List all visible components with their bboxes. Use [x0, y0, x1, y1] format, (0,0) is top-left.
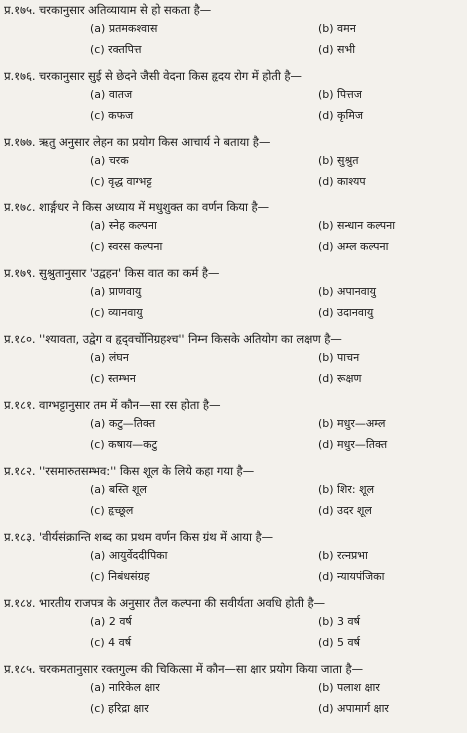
option-a: (a) नारिकेल क्षार	[90, 681, 160, 694]
question-item	[0, 265, 467, 330]
question-text: प्र.१८५. चरकमतानुसार रक्तगुल्म की चिकित्सा में कौन—सा क्षार प्रयोग किया जाता है—	[4, 662, 363, 676]
option-a: (a) आयुर्वेददीपिका	[90, 549, 168, 562]
question-item	[0, 68, 467, 133]
option-b: (b) पलाश क्षार	[318, 681, 380, 694]
question-item	[0, 134, 467, 199]
option-c: (c) 4 वर्ष	[90, 636, 132, 649]
question-text: प्र.१८१. वाग्भट्टानुसार तम में कौन—सा रस होता है—	[4, 398, 221, 412]
option-b: (b) पाचन	[318, 351, 360, 364]
option-c: (c) वृद्ध वाग्भट्ट	[90, 175, 152, 188]
question-item	[0, 331, 467, 396]
option-d: (d) अपामार्ग क्षार	[318, 702, 389, 715]
question-item	[0, 661, 467, 726]
question-text: प्र.१८२. ''रसमारुतसम्भव:'' किस शूल के लिये कहा गया है—	[4, 464, 255, 478]
question-text: प्र.१८०. ''श्यावता, उद्वेग व हृद्‌वर्चोनिग्रहश्च'' निम्न किसके अतियोग का लक्षण है—	[4, 332, 342, 346]
option-c: (c) स्वरस कल्पना	[90, 240, 163, 253]
option-b: (b) शिर: शूल	[318, 483, 375, 496]
option-c: (c) व्यानवायु	[90, 306, 143, 319]
option-c: (c) निबंधसंग्रह	[90, 570, 150, 583]
option-d: (d) उदानवायु	[318, 306, 374, 319]
question-text: प्र.१७७. ऋतु अनुसार लेहन का प्रयोग किस आचार्य ने बताया है—	[4, 135, 271, 149]
option-d: (d) अम्ल कल्पना	[318, 240, 389, 253]
question-text: प्र.१८४. भारतीय राजपत्र के अनुसार तैल कल्पना की सवीर्यता अवधि होती है—	[4, 596, 325, 610]
option-c: (c) स्तम्भन	[90, 372, 136, 385]
option-d: (d) मधुर—तिक्त	[318, 438, 388, 451]
option-b: (b) 3 वर्ष	[318, 615, 361, 628]
option-d: (d) सभी	[318, 43, 356, 56]
question-item	[0, 2, 467, 67]
option-a: (a) प्राणवायु	[90, 285, 142, 298]
question-item	[0, 397, 467, 462]
option-a: (a) 2 वर्ष	[90, 615, 132, 628]
option-b: (b) मधुर—अम्ल	[318, 417, 386, 430]
question-item	[0, 463, 467, 528]
option-b: (b) पित्तज	[318, 88, 362, 101]
question-text: प्र.१७५. चरकानुसार अतिव्यायाम से हो सकता है—	[4, 3, 212, 17]
option-d: (d) काश्यप	[318, 175, 366, 188]
question-text: प्र.१७८. शार्ङ्गधर ने किस अध्याय में मधुशुक्त का वर्णन किया है—	[4, 200, 270, 214]
option-b: (b) सन्धान कल्पना	[318, 219, 396, 232]
option-b: (b) रत्नप्रभा	[318, 549, 368, 562]
option-d: (d) कृमिज	[318, 109, 364, 122]
option-c: (c) हरिद्रा क्षार	[90, 702, 149, 715]
question-item	[0, 199, 467, 264]
option-d: (d) रूक्षण	[318, 372, 362, 385]
question-text: प्र.१८३. 'वीर्यसंक्रान्ति शब्द का प्रथम वर्णन किस ग्रंथ में आया है—	[4, 530, 274, 544]
option-a: (a) स्नेह कल्पना	[90, 219, 157, 232]
option-c: (c) कफज	[90, 109, 134, 122]
option-a: (a) कटु—तिक्त	[90, 417, 156, 430]
option-a: (a) चरक	[90, 154, 129, 167]
option-d: (d) न्यायपंजिका	[318, 570, 385, 583]
option-d: (d) उदर शूल	[318, 504, 372, 517]
option-b: (b) अपानवायु	[318, 285, 377, 298]
question-text: प्र.१७९. सुश्रुतानुसार 'उद्वहन' किस वात का कर्म है—	[4, 266, 220, 280]
option-b: (b) सुश्रुत	[318, 154, 359, 167]
option-a: (a) लंघन	[90, 351, 129, 364]
option-c: (c) रक्तपित्त	[90, 43, 142, 56]
option-a: (a) बस्ति शूल	[90, 483, 147, 496]
question-item	[0, 529, 467, 594]
option-c: (c) हृच्छूल	[90, 504, 134, 517]
option-a: (a) वातज	[90, 88, 133, 101]
question-text: प्र.१७६. चरकानुसार सुई से छेदने जैसी वेदना किस हृदय रोग में होती है—	[4, 69, 302, 83]
option-c: (c) कषाय—कटु	[90, 438, 158, 451]
option-a: (a) प्रतमकश्वास	[90, 22, 158, 35]
option-d: (d) 5 वर्ष	[318, 636, 361, 649]
question-item	[0, 595, 467, 660]
option-b: (b) वमन	[318, 22, 356, 35]
